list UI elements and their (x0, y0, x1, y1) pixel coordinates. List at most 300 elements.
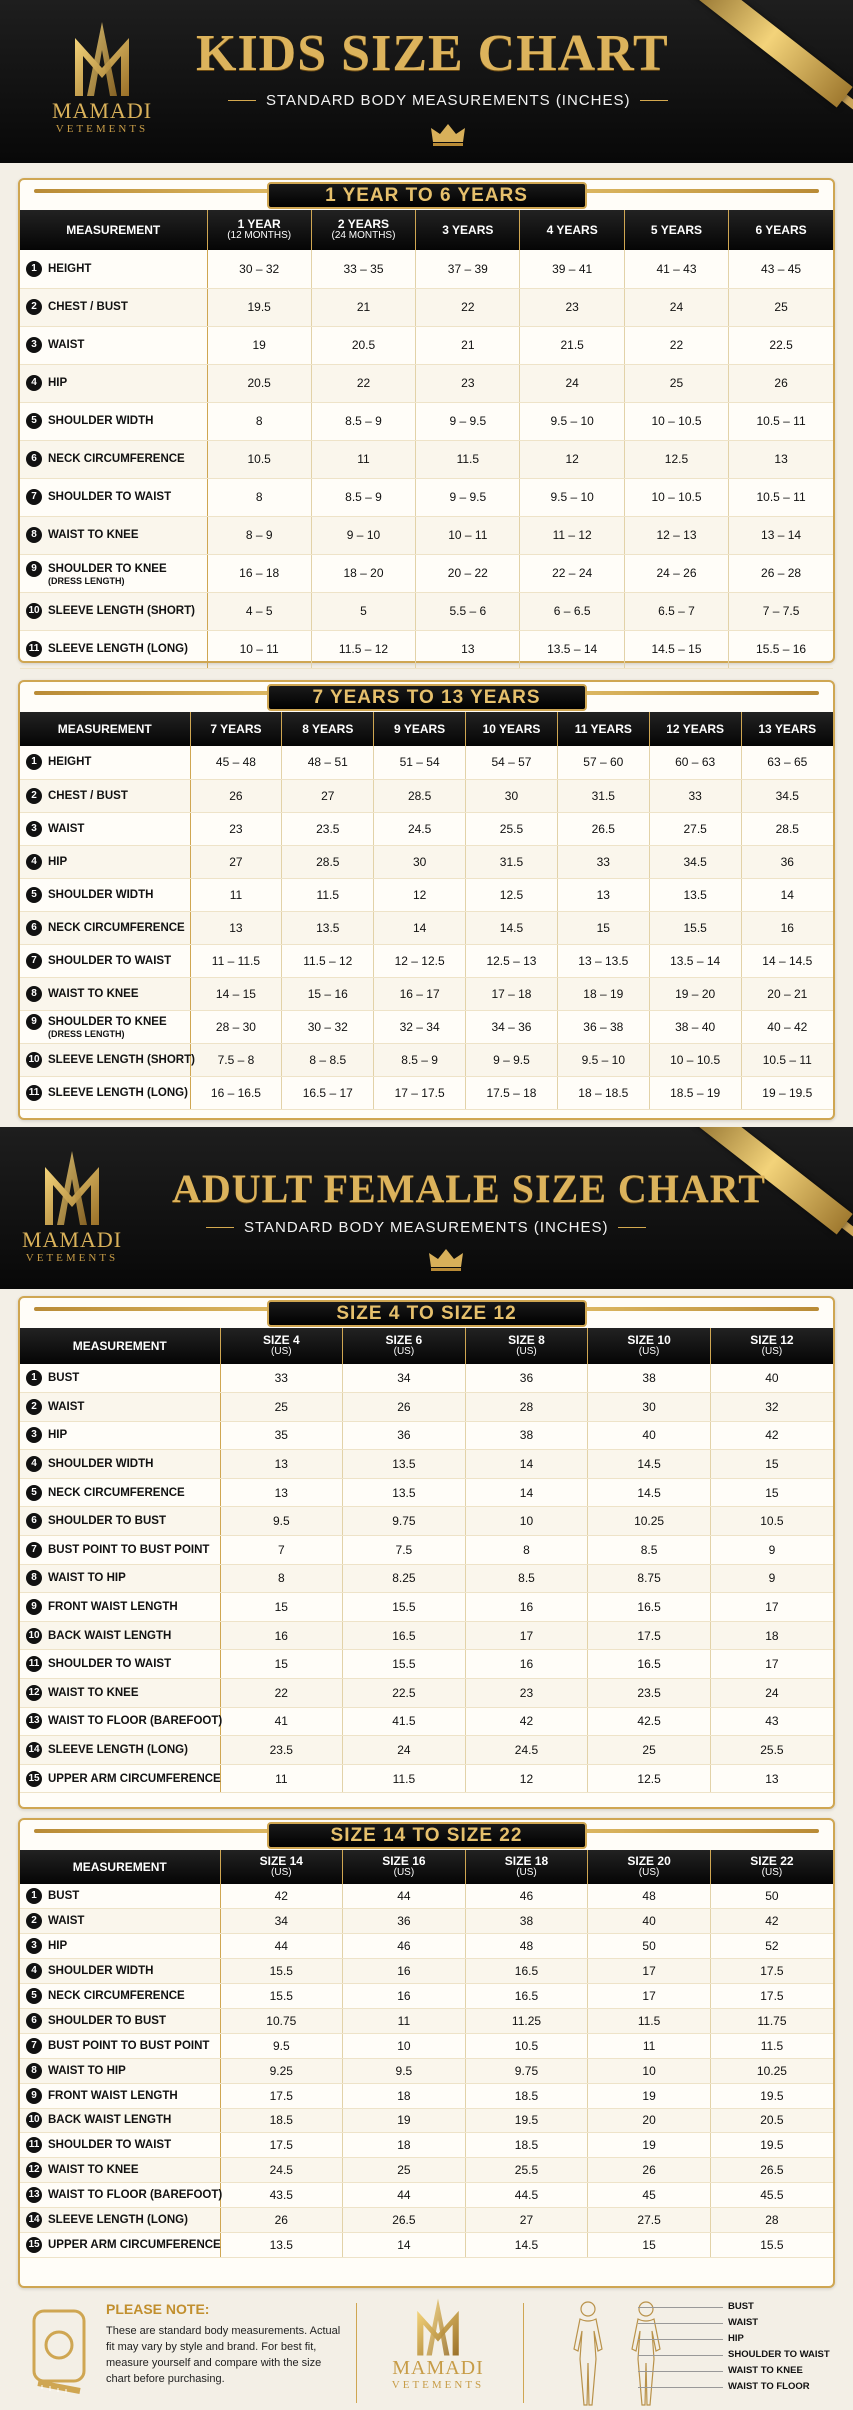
header-row (20, 1328, 833, 1364)
value-cell: 30 (374, 845, 466, 878)
measurement-cell (20, 1076, 190, 1109)
row-number-badge: 10 (26, 1628, 42, 1644)
measurement-label: FRONT WAIST LENGTH (48, 2089, 178, 2102)
header-row (20, 210, 833, 250)
measurement-cell (20, 812, 190, 845)
table-row (20, 779, 833, 812)
value-cell: 11.5 (416, 440, 520, 478)
value-cell: 16.5 (465, 1984, 588, 2009)
figure-label: WAIST TO KNEE (728, 2365, 803, 2376)
column-sublabel: (12 MONTHS) (227, 230, 292, 242)
value-cell: 19 (343, 2108, 466, 2133)
value-cell: 9 – 9.5 (416, 478, 520, 516)
kids-subtitle (228, 92, 668, 109)
value-cell: 9.5 – 10 (520, 402, 624, 440)
value-cell: 38 (465, 1421, 588, 1450)
value-cell: 14 (343, 2232, 466, 2257)
measurement-label: SHOULDER TO WAIST (48, 491, 172, 503)
value-cell: 17.5 – 18 (466, 1076, 558, 1109)
row-number-badge: 11 (26, 641, 42, 657)
value-cell: 23.5 (282, 812, 374, 845)
value-cell: 14.5 (588, 1478, 711, 1507)
section-title: 7 YEARS TO 13 YEARS (267, 684, 587, 711)
value-cell: 13.5 (343, 1450, 466, 1479)
table-row (20, 364, 833, 402)
measurement-cell (20, 1478, 220, 1507)
table-row (20, 2133, 833, 2158)
measurement-label: UPPER ARM CIRCUMFERENCE (48, 2238, 221, 2251)
measurement-cell (20, 592, 207, 630)
value-cell: 44 (343, 2183, 466, 2208)
value-cell: 25 (729, 288, 833, 326)
measurement-cell (20, 440, 207, 478)
value-cell: 24.5 (220, 2158, 343, 2183)
table-row (20, 1959, 833, 1984)
value-cell: 6 – 6.5 (520, 592, 624, 630)
measurement-cell (20, 250, 207, 288)
value-cell: 14 – 15 (190, 977, 282, 1010)
value-cell: 40 (588, 1421, 711, 1450)
row-number-badge: 4 (26, 375, 42, 391)
row-number-badge: 11 (26, 1085, 42, 1101)
row-number-badge: 1 (26, 1888, 42, 1904)
value-cell: 14 – 14.5 (741, 944, 833, 977)
column-header (220, 1850, 343, 1884)
measurement-label: NECK CIRCUMFERENCE (48, 1486, 185, 1499)
row-number-badge: 4 (26, 854, 42, 870)
measurement-cell (20, 1621, 220, 1650)
value-cell: 45.5 (710, 2183, 833, 2208)
value-cell: 15 (710, 1478, 833, 1507)
table-row (20, 1478, 833, 1507)
value-cell: 15 (220, 1593, 343, 1622)
measurement-cell (20, 326, 207, 364)
value-cell: 50 (710, 1884, 833, 1909)
table-row (20, 1507, 833, 1536)
value-cell: 11.5 – 12 (282, 944, 374, 977)
figure-label: SHOULDER TO WAIST (728, 2349, 830, 2360)
value-cell: 30 – 32 (207, 250, 311, 288)
value-cell: 10.25 (710, 2058, 833, 2083)
value-cell: 11.25 (465, 2008, 588, 2033)
column-header (588, 1850, 711, 1884)
value-cell: 31.5 (557, 779, 649, 812)
column-label: SIZE 4 (262, 1333, 300, 1348)
value-cell: 9 (710, 1564, 833, 1593)
value-cell: 14.5 (465, 2232, 588, 2257)
section-title: SIZE 4 TO SIZE 12 (267, 1300, 587, 1327)
value-cell: 15 (557, 911, 649, 944)
table-row (20, 2208, 833, 2233)
value-cell: 23 (190, 812, 282, 845)
measurement-label: WAIST (48, 822, 85, 835)
measurement-label: SHOULDER WIDTH (48, 1458, 154, 1471)
figure-leader-line (638, 2323, 723, 2324)
measurement-label: WAIST (48, 1400, 85, 1413)
measurement-label: HEIGHT (48, 756, 92, 769)
value-cell: 7 (220, 1536, 343, 1565)
row-number-badge: 3 (26, 821, 42, 837)
table-row (20, 1364, 833, 1393)
value-cell: 13.5 – 14 (520, 630, 624, 668)
value-cell: 43.5 (220, 2183, 343, 2208)
value-cell: 12 (465, 1764, 588, 1793)
value-cell: 60 – 63 (649, 746, 741, 779)
adult-header (0, 1127, 853, 1289)
crown-icon (428, 1247, 464, 1271)
row-number-badge: 7 (26, 1542, 42, 1558)
row-number-badge: 4 (26, 1456, 42, 1472)
row-number-badge: 1 (26, 1370, 42, 1386)
value-cell: 26 (343, 1393, 466, 1422)
table-row (20, 1621, 833, 1650)
table-row (20, 1884, 833, 1909)
value-cell: 10.5 (207, 440, 311, 478)
value-cell: 18 – 19 (557, 977, 649, 1010)
value-cell: 44 (220, 1934, 343, 1959)
measurement-cell (20, 1010, 190, 1043)
value-cell: 13.5 (343, 1478, 466, 1507)
measurement-cell (20, 1909, 220, 1934)
value-cell: 25.5 (466, 812, 558, 845)
table-row (20, 2033, 833, 2058)
measurement-cell (20, 2183, 223, 2208)
value-cell: 14.5 (466, 911, 558, 944)
row-number-badge: 6 (26, 920, 42, 936)
table-row (20, 2008, 833, 2033)
value-cell: 24.5 (374, 812, 466, 845)
measurement-cell (20, 1679, 220, 1708)
value-cell: 10.5 – 11 (741, 1043, 833, 1076)
value-cell: 15.5 (343, 1650, 466, 1679)
value-cell: 26 (220, 2208, 343, 2233)
section-title: SIZE 14 TO SIZE 22 (267, 1822, 587, 1849)
value-cell: 16 (343, 1984, 466, 2009)
value-cell: 18 (343, 2133, 466, 2158)
table-row (20, 944, 833, 977)
value-cell: 18.5 (465, 2133, 588, 2158)
value-cell: 19 – 20 (649, 977, 741, 1010)
value-cell: 19 (588, 2133, 711, 2158)
value-cell: 41.5 (343, 1707, 466, 1736)
value-cell: 37 – 39 (416, 250, 520, 288)
measurement-label: SLEEVE LENGTH (LONG) (48, 1086, 188, 1099)
table-row (20, 288, 833, 326)
measurement-cell (20, 779, 190, 812)
column-header (624, 210, 728, 250)
row-number-badge: 7 (26, 2038, 42, 2054)
figure-leader-line (638, 2371, 723, 2372)
value-cell: 54 – 57 (466, 746, 558, 779)
kids-panel-2 (18, 680, 835, 1120)
adult-subtitle-text: STANDARD BODY MEASUREMENTS (INCHES) (244, 1219, 609, 1236)
value-cell: 9.75 (465, 2058, 588, 2083)
column-label: 1 YEAR (237, 217, 281, 232)
row-number-badge: 5 (26, 1485, 42, 1501)
value-cell: 8 (207, 402, 311, 440)
table-row (20, 630, 833, 668)
value-cell: 13 (220, 1450, 343, 1479)
value-cell: 28 (710, 2208, 833, 2233)
value-cell: 21.5 (520, 326, 624, 364)
value-cell: 10 – 10.5 (624, 478, 728, 516)
table-row (20, 1764, 833, 1793)
column-header (416, 210, 520, 250)
column-label: 8 YEARS (302, 721, 354, 736)
measurement-label: SLEEVE LENGTH (LONG) (48, 2214, 188, 2227)
measurement-label: SHOULDER TO WAIST (48, 2139, 172, 2152)
value-cell: 45 (588, 2183, 711, 2208)
value-cell: 16 (465, 1650, 588, 1679)
logo-emblem-icon (37, 1149, 107, 1227)
row-number-badge: 8 (26, 2063, 42, 2079)
row-number-badge: 5 (26, 413, 42, 429)
value-cell: 17 – 18 (466, 977, 558, 1010)
value-cell: 12.5 (466, 878, 558, 911)
row-number-badge: 11 (26, 2137, 42, 2153)
value-cell: 10 – 11 (207, 630, 311, 668)
measurement-label: HIP (48, 1429, 68, 1442)
table-row (20, 326, 833, 364)
value-cell: 20.5 (311, 326, 415, 364)
column-sublabel: (24 MONTHS) (331, 230, 396, 242)
column-label: 11 YEARS (574, 721, 632, 736)
value-cell: 7.5 – 8 (190, 1043, 282, 1076)
footer (18, 2293, 835, 2410)
value-cell: 21 (311, 288, 415, 326)
column-header (557, 712, 649, 746)
value-cell: 23 (465, 1679, 588, 1708)
value-cell: 39 – 41 (520, 250, 624, 288)
table-row (20, 1421, 833, 1450)
measurement-cell (20, 288, 207, 326)
column-label: SIZE 16 (382, 1854, 426, 1869)
value-cell: 17 (710, 1593, 833, 1622)
row-number-badge: 5 (26, 1988, 42, 2004)
table-row (20, 2183, 833, 2208)
value-cell: 48 (465, 1934, 588, 1959)
measurement-cell (20, 2033, 220, 2058)
kids-title: KIDS SIZE CHART (196, 25, 669, 82)
row-number-badge: 13 (26, 2187, 42, 2203)
value-cell: 15.5 (649, 911, 741, 944)
table-row (20, 2232, 833, 2257)
table-row (20, 554, 833, 592)
row-number-badge: 12 (26, 1685, 42, 1701)
measurement-label: BUST (48, 1372, 80, 1385)
value-cell: 14 (465, 1450, 588, 1479)
value-cell: 11 – 12 (520, 516, 624, 554)
value-cell: 16.5 (343, 1621, 466, 1650)
measurement-cell (20, 1536, 220, 1565)
measurement-cell (20, 478, 207, 516)
measurement-cell (20, 746, 190, 779)
value-cell: 44 (343, 1884, 466, 1909)
value-cell: 9.5 (220, 2033, 343, 2058)
adult-title: ADULT FEMALE SIZE CHART (172, 1166, 766, 1211)
value-cell: 9 (710, 1536, 833, 1565)
table-row (20, 977, 833, 1010)
header-row (20, 1850, 833, 1884)
value-cell: 38 – 40 (649, 1010, 741, 1043)
column-header: MEASUREMENT (20, 210, 207, 250)
table-row (20, 1707, 833, 1736)
row-number-badge: 5 (26, 887, 42, 903)
column-header (465, 1328, 588, 1364)
value-cell: 40 (588, 1909, 711, 1934)
measurement-label: SHOULDER TO BUST (48, 1515, 166, 1528)
measurement-label: BACK WAIST LENGTH (48, 1629, 172, 1642)
measurement-label: SHOULDER WIDTH (48, 888, 154, 901)
measurement-label: SHOULDER WIDTH (48, 1965, 154, 1978)
value-cell: 19.5 (207, 288, 311, 326)
value-cell: 16 – 17 (374, 977, 466, 1010)
value-cell: 15.5 (220, 1984, 343, 2009)
value-cell: 43 – 45 (729, 250, 833, 288)
figure-leader-line (638, 2355, 723, 2356)
value-cell: 23 (520, 288, 624, 326)
value-cell: 9.5 (220, 1507, 343, 1536)
measurement-cell (20, 1043, 195, 1076)
column-label: SIZE 8 (508, 1333, 545, 1348)
value-cell: 36 (343, 1909, 466, 1934)
measurement-cell (20, 1959, 220, 1984)
value-cell: 16.5 (465, 1959, 588, 1984)
body-figure-icon (558, 2299, 678, 2409)
value-cell: 12 (520, 440, 624, 478)
size-table-1-6 (20, 210, 833, 669)
value-cell: 10 (588, 2058, 711, 2083)
value-cell: 50 (588, 1934, 711, 1959)
value-cell: 25 (343, 2158, 466, 2183)
value-cell: 28 – 30 (190, 1010, 282, 1043)
measurement-label: WAIST TO KNEE (48, 987, 139, 1000)
measurement-label: SHOULDER TO WAIST (48, 1658, 172, 1671)
measurement-cell (20, 2058, 220, 2083)
value-cell: 10 (465, 1507, 588, 1536)
value-cell: 28 (465, 1393, 588, 1422)
measurement-label: HIP (48, 855, 68, 868)
row-number-badge: 9 (26, 561, 42, 577)
value-cell: 16 – 18 (207, 554, 311, 592)
measurement-cell (20, 2108, 220, 2133)
value-cell: 11.75 (710, 2008, 833, 2033)
value-cell: 10 – 10.5 (649, 1043, 741, 1076)
value-cell: 15 (220, 1650, 343, 1679)
table-row (20, 1536, 833, 1565)
measurement-cell (20, 1593, 220, 1622)
brand-name: MAMADI (21, 1227, 123, 1252)
value-cell: 24 (710, 1679, 833, 1708)
column-header (741, 712, 833, 746)
measurement-cell (20, 1884, 220, 1909)
column-label: 12 YEARS (666, 721, 725, 736)
value-cell: 36 – 38 (557, 1010, 649, 1043)
value-cell: 33 (220, 1364, 343, 1393)
value-cell: 27.5 (649, 812, 741, 845)
measurement-label: WAIST (48, 1915, 85, 1928)
value-cell: 12 (374, 878, 466, 911)
measurement-cell (20, 1764, 220, 1793)
value-cell: 11 (588, 2033, 711, 2058)
value-cell: 11.5 (343, 1764, 466, 1793)
value-cell: 57 – 60 (557, 746, 649, 779)
table-row (20, 1043, 833, 1076)
brand-logo (42, 20, 162, 135)
measurement-sublabel: (DRESS LENGTH) (48, 575, 125, 586)
value-cell: 31.5 (466, 845, 558, 878)
measurement-cell (20, 402, 207, 440)
value-cell: 10.5 (465, 2033, 588, 2058)
crown-icon (430, 122, 466, 146)
value-cell: 28.5 (741, 812, 833, 845)
table-row (20, 2158, 833, 2183)
value-cell: 9 – 10 (311, 516, 415, 554)
value-cell: 22 (624, 326, 728, 364)
value-cell: 9.25 (220, 2058, 343, 2083)
value-cell: 22.5 (343, 1679, 466, 1708)
value-cell: 13 (710, 1764, 833, 1793)
measurement-label: HIP (48, 1940, 68, 1953)
value-cell: 25 (624, 364, 728, 402)
column-header (343, 1850, 466, 1884)
value-cell: 16.5 (588, 1593, 711, 1622)
row-number-badge: 7 (26, 953, 42, 969)
measurement-label: WAIST TO FLOOR (BAREFOOT) (48, 2189, 223, 2202)
value-cell: 33 (557, 845, 649, 878)
measurement-cell (20, 1507, 220, 1536)
value-cell: 11.5 (282, 878, 374, 911)
column-label: SIZE 12 (750, 1333, 794, 1348)
value-cell: 17 (588, 1984, 711, 2009)
measurement-sublabel: (DRESS LENGTH) (48, 1029, 125, 1039)
measurement-cell (20, 1564, 220, 1593)
value-cell: 46 (465, 1884, 588, 1909)
measuring-tape-icon (28, 2305, 90, 2395)
value-cell: 24 (343, 1736, 466, 1765)
column-header (374, 712, 466, 746)
value-cell: 16.5 – 17 (282, 1076, 374, 1109)
value-cell: 8.75 (588, 1564, 711, 1593)
value-cell: 13 (729, 440, 833, 478)
kids-subtitle-text: STANDARD BODY MEASUREMENTS (INCHES) (266, 92, 631, 109)
row-number-badge: 6 (26, 451, 42, 467)
value-cell: 20 – 21 (741, 977, 833, 1010)
value-cell: 28.5 (374, 779, 466, 812)
value-cell: 52 (710, 1934, 833, 1959)
row-number-badge: 2 (26, 1399, 42, 1415)
value-cell: 13 – 13.5 (557, 944, 649, 977)
row-number-badge: 8 (26, 1570, 42, 1586)
column-sublabel: (US) (638, 1346, 660, 1358)
measurement-label: FRONT WAIST LENGTH (48, 1601, 178, 1614)
value-cell: 17.5 (220, 2133, 343, 2158)
measurement-label: SHOULDER TO BUST (48, 2014, 166, 2027)
table-row (20, 1010, 833, 1043)
value-cell: 17.5 (588, 1621, 711, 1650)
value-cell: 19 – 19.5 (741, 1076, 833, 1109)
value-cell: 11.5 (710, 2033, 833, 2058)
value-cell: 27 (190, 845, 282, 878)
value-cell: 26 – 28 (729, 554, 833, 592)
value-cell: 22 (220, 1679, 343, 1708)
value-cell: 34 (220, 1909, 343, 1934)
column-header (729, 210, 833, 250)
table-row (20, 746, 833, 779)
column-label: 7 YEARS (210, 721, 262, 736)
table-row (20, 1076, 833, 1109)
value-cell: 24 (520, 364, 624, 402)
